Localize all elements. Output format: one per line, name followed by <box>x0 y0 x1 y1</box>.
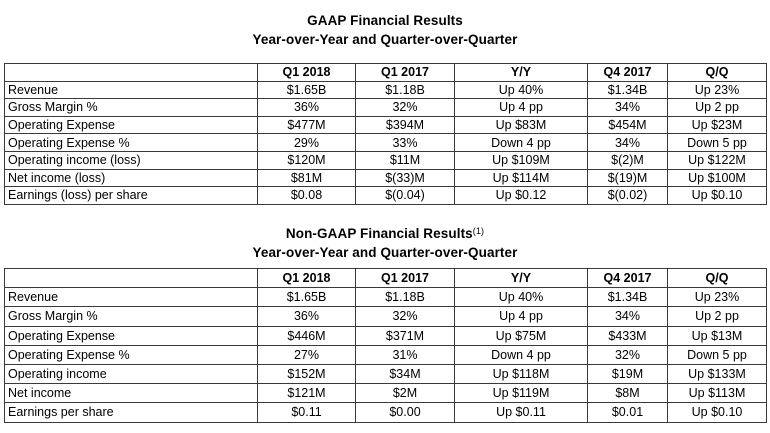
table-cell: 36% <box>258 307 356 326</box>
table-cell: $34M <box>356 364 455 383</box>
table-cell: Up 2 pp <box>668 307 767 326</box>
row-label: Revenue <box>5 81 258 99</box>
table-cell: Up $100M <box>668 169 767 187</box>
row-label: Net income <box>5 384 258 403</box>
table-cell: 32% <box>588 345 668 364</box>
table-cell: Up $0.11 <box>455 403 588 422</box>
table-row <box>5 187 767 205</box>
table-cell: $19M <box>588 364 668 383</box>
table-cell: $446M <box>258 326 356 345</box>
table-cell: Down 5 pp <box>668 134 767 152</box>
table-cell: $1.34B <box>588 81 668 99</box>
table-cell: $454M <box>588 116 668 134</box>
table-cell: 32% <box>356 99 455 117</box>
table-row <box>5 326 767 345</box>
table-cell: $0.01 <box>588 403 668 422</box>
table-row <box>5 134 767 152</box>
table-cell: Up $13M <box>668 326 767 345</box>
table-cell: Up $0.10 <box>668 187 767 205</box>
table-cell: Up $0.12 <box>455 187 588 205</box>
table-row <box>5 364 767 383</box>
header-cell: Q1 2017 <box>356 269 455 288</box>
table-cell: $152M <box>258 364 356 383</box>
header-cell <box>5 64 258 82</box>
table-cell: $371M <box>356 326 455 345</box>
table-cell: $1.65B <box>258 288 356 307</box>
row-label: Net income (loss) <box>5 169 258 187</box>
table-cell: Down 4 pp <box>455 345 588 364</box>
row-label: Earnings per share <box>5 403 258 422</box>
table-cell: Up 4 pp <box>455 307 588 326</box>
table-cell: $11M <box>356 151 455 169</box>
table-cell: 29% <box>258 134 356 152</box>
table-row <box>5 403 767 422</box>
table-cell: Up 4 pp <box>455 99 588 117</box>
table-cell: Up 23% <box>668 81 767 99</box>
row-label: Operating Expense % <box>5 345 258 364</box>
header-cell: Q4 2017 <box>588 64 668 82</box>
table-row <box>5 345 767 364</box>
row-label: Revenue <box>5 288 258 307</box>
table-cell: $(33)M <box>356 169 455 187</box>
table-cell: 34% <box>588 134 668 152</box>
table-cell: $8M <box>588 384 668 403</box>
table-cell: $0.00 <box>356 403 455 422</box>
table-cell: 32% <box>356 307 455 326</box>
table-cell: $1.18B <box>356 81 455 99</box>
table-cell: $1.18B <box>356 288 455 307</box>
table-cell: Up $113M <box>668 384 767 403</box>
table-cell: Up $118M <box>455 364 588 383</box>
nongaap-title <box>0 216 770 243</box>
table-cell: Up 40% <box>455 81 588 99</box>
table-cell: Up $133M <box>668 364 767 383</box>
table-header-row <box>5 269 767 288</box>
table-cell: 34% <box>588 307 668 326</box>
table-row <box>5 307 767 326</box>
table-cell: $477M <box>258 116 356 134</box>
table-cell: $1.34B <box>588 288 668 307</box>
row-label: Operating Expense <box>5 326 258 345</box>
table-cell: 31% <box>356 345 455 364</box>
row-label: Operating Expense % <box>5 134 258 152</box>
table-cell: Up $119M <box>455 384 588 403</box>
table-cell: 27% <box>258 345 356 364</box>
table-cell: Up 40% <box>455 288 588 307</box>
table-cell: $433M <box>588 326 668 345</box>
table-cell: Down 5 pp <box>668 345 767 364</box>
table-cell: Down 4 pp <box>455 134 588 152</box>
header-cell: Q/Q <box>668 269 767 288</box>
nongaap-title-text: Non-GAAP Financial Results <box>285 226 473 241</box>
nongaap-subtitle: Year-over-Year and Quarter-over-Quarter <box>252 245 518 260</box>
table-cell: 36% <box>258 99 356 117</box>
table-cell: $0.08 <box>258 187 356 205</box>
table-cell: Up 23% <box>668 288 767 307</box>
header-cell: Q1 2017 <box>356 64 455 82</box>
table-cell: $121M <box>258 384 356 403</box>
table-cell: $(0.02) <box>588 187 668 205</box>
table-cell: $(0.04) <box>356 187 455 205</box>
header-cell: Q1 2018 <box>258 64 356 82</box>
table-cell: Up $109M <box>455 151 588 169</box>
table-cell: 33% <box>356 134 455 152</box>
table-cell: $(19)M <box>588 169 668 187</box>
nongaap-table <box>4 268 767 423</box>
nongaap-section <box>0 216 770 420</box>
table-cell: $0.11 <box>258 403 356 422</box>
row-label: Operating income <box>5 364 258 383</box>
header-cell: Q/Q <box>668 64 767 82</box>
table-cell: Up 2 pp <box>668 99 767 117</box>
row-label: Gross Margin % <box>5 307 258 326</box>
gaap-table <box>4 63 767 205</box>
table-cell: Up $23M <box>668 116 767 134</box>
table-row <box>5 99 767 117</box>
table-row <box>5 81 767 99</box>
table-cell: 34% <box>588 99 668 117</box>
table-row <box>5 116 767 134</box>
table-cell: $81M <box>258 169 356 187</box>
table-cell: $120M <box>258 151 356 169</box>
table-cell: $394M <box>356 116 455 134</box>
table-cell: $2M <box>356 384 455 403</box>
row-label: Earnings (loss) per share <box>5 187 258 205</box>
table-cell: Up $75M <box>455 326 588 345</box>
gaap-subtitle: Year-over-Year and Quarter-over-Quarter <box>252 32 518 47</box>
row-label: Operating Expense <box>5 116 258 134</box>
header-cell: Q1 2018 <box>258 269 356 288</box>
gaap-title: GAAP Financial Results <box>307 13 463 28</box>
header-cell <box>5 269 258 288</box>
header-cell: Y/Y <box>455 269 588 288</box>
table-cell: $1.65B <box>258 81 356 99</box>
footnote-marker: (1) <box>472 226 485 236</box>
table-cell: Up $0.10 <box>668 403 767 422</box>
gaap-section <box>0 0 770 203</box>
table-row <box>5 151 767 169</box>
table-row <box>5 169 767 187</box>
table-row <box>5 384 767 403</box>
row-label: Operating income (loss) <box>5 151 258 169</box>
table-cell: $(2)M <box>588 151 668 169</box>
table-row <box>5 288 767 307</box>
table-cell: Up $114M <box>455 169 588 187</box>
table-header-row <box>5 64 767 82</box>
header-cell: Q4 2017 <box>588 269 668 288</box>
header-cell: Y/Y <box>455 64 588 82</box>
table-cell: Up $122M <box>668 151 767 169</box>
table-cell: Up $83M <box>455 116 588 134</box>
row-label: Gross Margin % <box>5 99 258 117</box>
